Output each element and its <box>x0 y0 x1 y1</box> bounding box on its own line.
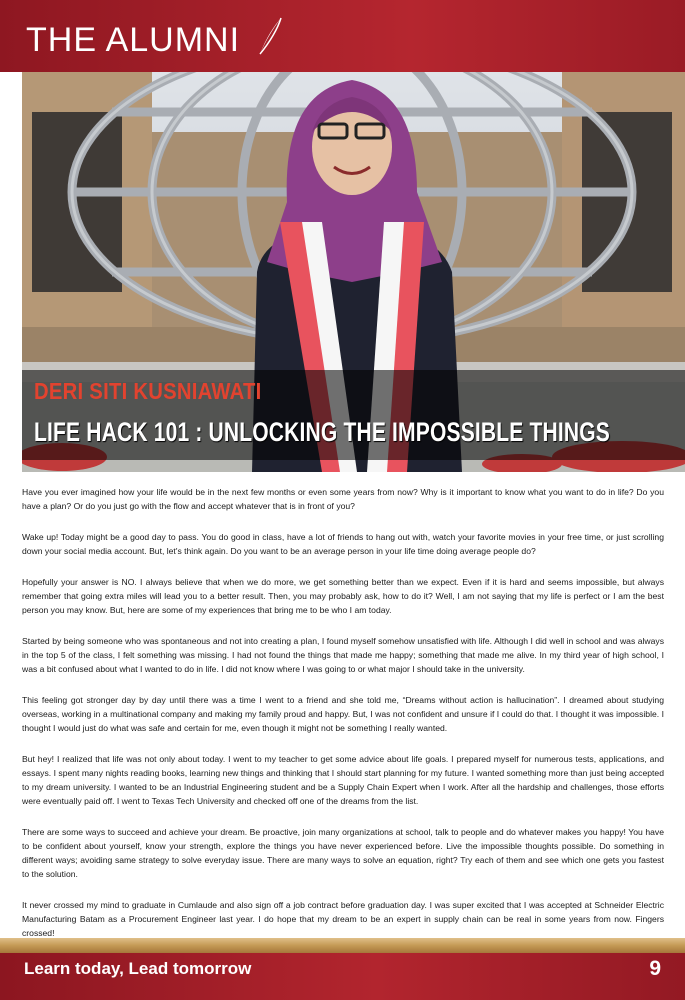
paragraph: There are some ways to succeed and achieve your dream. Be proactive, join many organizations at school, talk to people and do whatever makes you happy! You have to be confident about yourself, know your strength, explore the things you have never experienced before. Live the impossible thoughts possible. Do something in different ways; avoiding same strategy to solve everyday issue. There are many ways to solve an equation, right? Try each of them and see which one gets you fastest to the solution. <box>22 827 664 879</box>
page-number: 9 <box>649 957 661 980</box>
alumni-name: DERI SITI KUSNIAWATI <box>34 378 262 404</box>
footer-tagline: Learn today, Lead tomorrow <box>24 959 252 978</box>
paragraph: It never crossed my mind to graduate in Cumlaude and also sign off a job contract before graduation day. I was super excited that I was accepted at Schneider Electric Manufacturing Batam as a Procurement Engineer last year. I do hope that my dream to be an expert in supply chain can be real in some years from now. Fingers crossed! <box>22 900 664 938</box>
paragraph: This feeling got stronger day by day until there was a time I went to a friend and she told me, “Dreams without action is hallucination”. I dreamed about studying overseas, working in a multinational company and making my family proud and happy. But, I was not confident and unsure if I could do that. I thought it was impossible. I thought I would just do what was safe and certain for me, even though it might not be something I really wanted. <box>22 695 664 733</box>
paragraph: Hopefully your answer is NO. I always believe that when we do more, we get something better than we expect. Even if it is hard and seems impossible, but always remember that going extra miles will lead you to a better result. Then, you may probably ask, how to do it? Well, I am not saying that my life is perfect or I am the best person you may know. But, here are some of my experiences that bring me to be who I am today. <box>22 577 664 615</box>
paragraph: Started by being someone who was spontaneous and not into creating a plan, I found myself somehow unsatisfied with life. Although I did well in school and was always in the top 5 of the class, I felt something was missing. I had not found the things that made me happy; something that made me alive. In my third year of high school, I was a bit confused about what I wanted to do in life. I did not know where I was going to or what major I should take in the university. <box>22 636 664 674</box>
quill-icon <box>254 16 284 58</box>
paragraph: Have you ever imagined how your life would be in the next few months or even some years from now? Why is it important to know what you want to do in life? Do you have a plan? Or do you just go with the flow and accept whatever that is in front of you? <box>22 487 664 511</box>
magazine-title: THE ALUMNI <box>26 21 241 59</box>
paragraph: Wake up! Today might be a good day to pass. You do good in class, have a lot of friends to hang out with, watch your favorite movies in your free time, or just scrolling down your social media account. But, let's think again. Do you want to be an average person in your life time doing average people do? <box>22 532 664 556</box>
gold-divider <box>0 938 685 953</box>
paragraph: But hey! I realized that life was not only about today. I went to my teacher to get some advice about life goals. I prepared myself for numerous tests, applications, and essays. I spent many nights reading books, learning new things and thinking that I should start planning for my future. I wanted something more than just being accepted to my dream university. I wanted to be an Industrial Engineering student and be a Supply Chain Expert when I work. After all the hardship and challenges, those efforts were eventually paid off. I went to Texas Tech University and checked off one of the dreams from the list. <box>22 754 664 806</box>
article-body <box>22 485 664 940</box>
article-title: LIFE HACK 101 : UNLOCKING THE IMPOSSIBLE THINGS <box>34 417 610 447</box>
